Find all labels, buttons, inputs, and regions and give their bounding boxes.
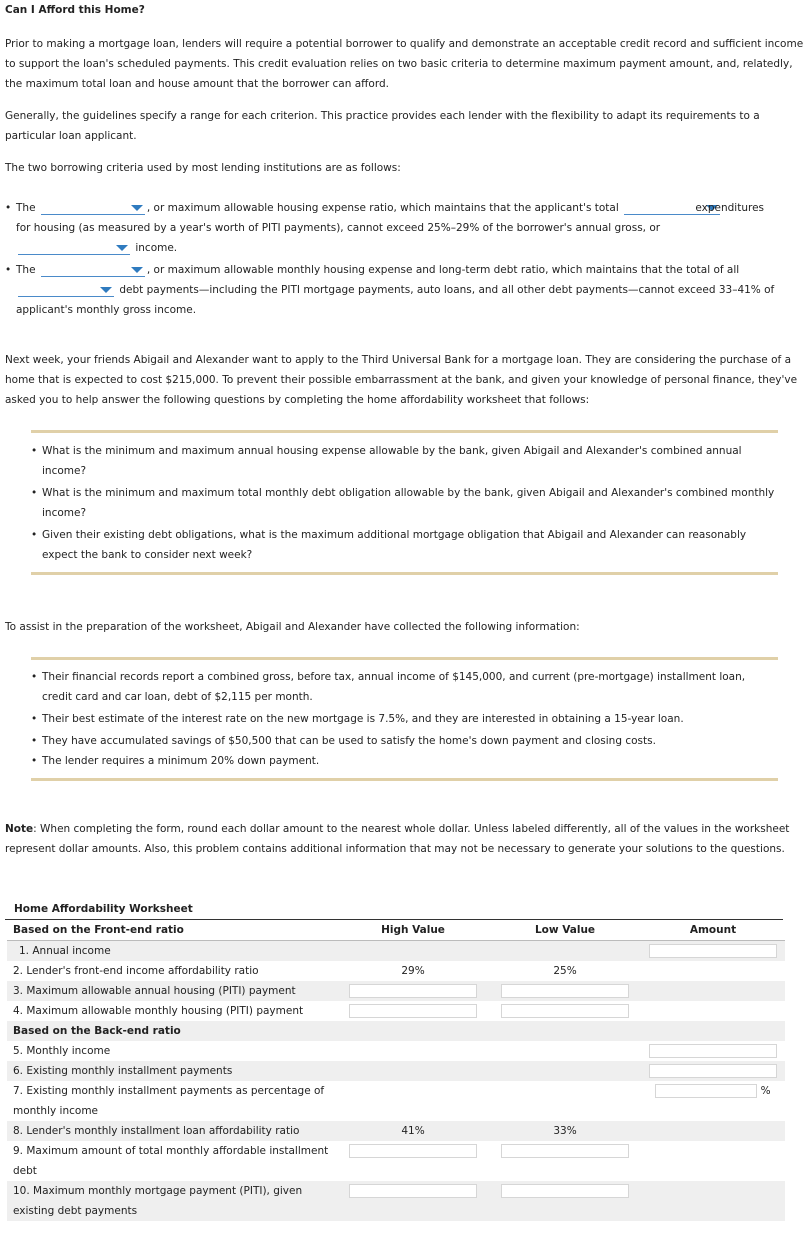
questions-box xyxy=(31,430,778,575)
max-total-debt-low-input[interactable] xyxy=(501,1144,629,1158)
fact-item: • The lender requires a minimum 20% down payment. xyxy=(31,755,320,767)
max-annual-housing-high-input[interactable] xyxy=(349,984,477,998)
low-value-header: Low Value xyxy=(534,924,596,936)
max-monthly-housing-high-input[interactable] xyxy=(349,1004,477,1018)
table-row xyxy=(7,1021,785,1041)
installments-percentage-input[interactable] xyxy=(655,1084,757,1098)
criterion-2-name-dropdown[interactable] xyxy=(41,263,145,277)
chevron-down-icon xyxy=(131,267,143,273)
facts-box xyxy=(31,657,778,781)
criterion-2 xyxy=(5,260,804,320)
monthly-income-input[interactable] xyxy=(649,1044,777,1058)
table-row: 2. Lender's front-end income affordability ratio 29% 25% xyxy=(7,961,785,981)
chevron-down-icon xyxy=(131,205,143,211)
table-row: 8. Lender's monthly installment loan affordability ratio 41% 33% xyxy=(7,1121,785,1141)
max-mortgage-low-input[interactable] xyxy=(501,1184,629,1198)
criterion-2-text-2: debt payments—including the PITI mortgage payments, auto loans, and all other debt payments—cannot exceed 33–41% of xyxy=(119,284,775,296)
criterion-2-type-dropdown[interactable] xyxy=(18,283,114,297)
table-row: 7. Existing monthly installment payments as percentage of monthly income % xyxy=(13,1085,771,1117)
intro-paragraph-1: Prior to making a mortgage loan, lenders will require a potential borrower to qualify and demonstrate an acceptable credit record and sufficient income to support the loan's scheduled payments. This credit evaluation relies on two basic criteria to determine maximum payment amount, and, relatedly, the maximum total loan and house amount that the borrower can afford. xyxy=(5,38,804,90)
criterion-1-text-2: expenditures xyxy=(695,202,764,214)
front-ratio-high: 29% xyxy=(401,965,425,977)
intro-paragraph-3: The two borrowing criteria used by most lending institutions are as follows: xyxy=(5,162,401,174)
fact-item: • They have accumulated savings of $50,500 that can be used to satisfy the home's down payment and closing costs. xyxy=(31,735,656,747)
scenario-paragraph: Next week, your friends Abigail and Alexander want to apply to the Third Universal Bank for a mortgage loan. They are considering the purchase of a home that is expected to cost $215,000. To prevent their possible embarrassment at the bank, and given your knowledge of personal finance, they've asked you to help answer the following questions by completing the home affordability worksheet that follows: xyxy=(5,354,798,406)
criterion-1-text-4: income. xyxy=(135,242,178,254)
max-annual-housing-low-input[interactable] xyxy=(501,984,629,998)
bullet: • xyxy=(5,202,12,214)
existing-installments-input[interactable] xyxy=(649,1064,777,1078)
assist-paragraph: To assist in the preparation of the worksheet, Abigail and Alexander have collected the following information: xyxy=(5,621,580,633)
table-row: 10. Maximum monthly mortgage payment (PITI), given existing debt payments xyxy=(7,1181,785,1221)
back-ratio-high: 41% xyxy=(337,1121,489,1141)
chevron-down-icon xyxy=(100,287,112,293)
worksheet-table xyxy=(7,920,785,1221)
back-ratio-low: 33% xyxy=(489,1121,641,1141)
table-row: 5. Monthly income xyxy=(7,1041,785,1061)
criterion-1-name-dropdown[interactable] xyxy=(41,201,145,215)
table-row: 4. Maximum allowable monthly housing (PITI) payment xyxy=(7,1001,785,1021)
worksheet-header-row xyxy=(7,920,785,941)
worksheet-title: Home Affordability Worksheet xyxy=(5,899,783,920)
fact-item: • Their financial records report a combined gross, before tax, annual income of $145,000, and current (pre-mortgage) installment loan, credit card and car loan, debt of $2,115 per month. xyxy=(31,671,746,703)
bullet: • xyxy=(5,264,12,276)
criterion-1-income-dropdown[interactable] xyxy=(18,241,130,255)
note-text: : When completing the form, round each dollar amount to the nearest whole dollar. Unless labeled differently, all of the values in the worksheet represent dollar amounts. Also, this problem contains additional information that may not be necessary to generate your solutions to the questions. xyxy=(5,823,790,855)
criterion-1 xyxy=(5,198,804,258)
annual-income-input[interactable] xyxy=(649,944,777,958)
table-row: 6. Existing monthly installment payments xyxy=(7,1061,785,1081)
max-total-debt-high-input[interactable] xyxy=(349,1144,477,1158)
note-label: Note xyxy=(5,823,34,835)
max-monthly-housing-low-input[interactable] xyxy=(501,1004,629,1018)
criterion-1-the: The xyxy=(16,202,36,214)
chevron-down-icon xyxy=(116,245,128,251)
criterion-2-text-1: , or maximum allowable monthly housing expense and long-term debt ratio, which maintains that the total of all xyxy=(146,264,740,276)
table-row: 1. Annual income xyxy=(7,941,785,962)
question-item: • What is the minimum and maximum annual housing expense allowable by the bank, given Abigail and Alexander's combined annual income? xyxy=(31,445,742,477)
fact-item: • Their best estimate of the interest rate on the new mortgage is 7.5%, and they are interested in obtaining a 15-year loan. xyxy=(31,713,684,725)
front-ratio-low: 25% xyxy=(553,965,577,977)
note-paragraph xyxy=(5,819,804,859)
criterion-1-text-1: , or maximum allowable housing expense ratio, which maintains that the applicant's total xyxy=(146,202,619,214)
criterion-2-the: The xyxy=(16,264,36,276)
amount-header: Amount xyxy=(689,924,737,936)
max-mortgage-high-input[interactable] xyxy=(349,1184,477,1198)
question-item: • Given their existing debt obligations, what is the maximum additional mortgage obligation that Abigail and Alexander can reasonably expect the bank to consider next week? xyxy=(31,529,747,561)
page-title: Can I Afford this Home? xyxy=(5,4,145,16)
table-row: 9. Maximum amount of total monthly affordable installment debt xyxy=(7,1141,785,1181)
intro-paragraph-2: Generally, the guidelines specify a range for each criterion. This practice provides each lender with the flexibility to adapt its requirements to a particular loan applicant. xyxy=(5,110,760,142)
back-end-header: Based on the Back-end ratio xyxy=(7,1021,337,1041)
front-end-header: Based on the Front-end ratio xyxy=(13,924,184,936)
criterion-1-text-3: for housing (as measured by a year's worth of PITI payments), cannot exceed 25%–29% of the borrower's annual gross, or xyxy=(16,222,661,234)
criterion-2-text-3: applicant's monthly gross income. xyxy=(16,304,197,316)
table-row: 3. Maximum allowable annual housing (PITI) payment xyxy=(7,981,785,1001)
high-value-header: High Value xyxy=(381,924,445,936)
question-item: • What is the minimum and maximum total monthly debt obligation allowable by the bank, given Abigail and Alexander's combined monthly income? xyxy=(31,487,775,519)
percent-unit: % xyxy=(760,1085,771,1097)
